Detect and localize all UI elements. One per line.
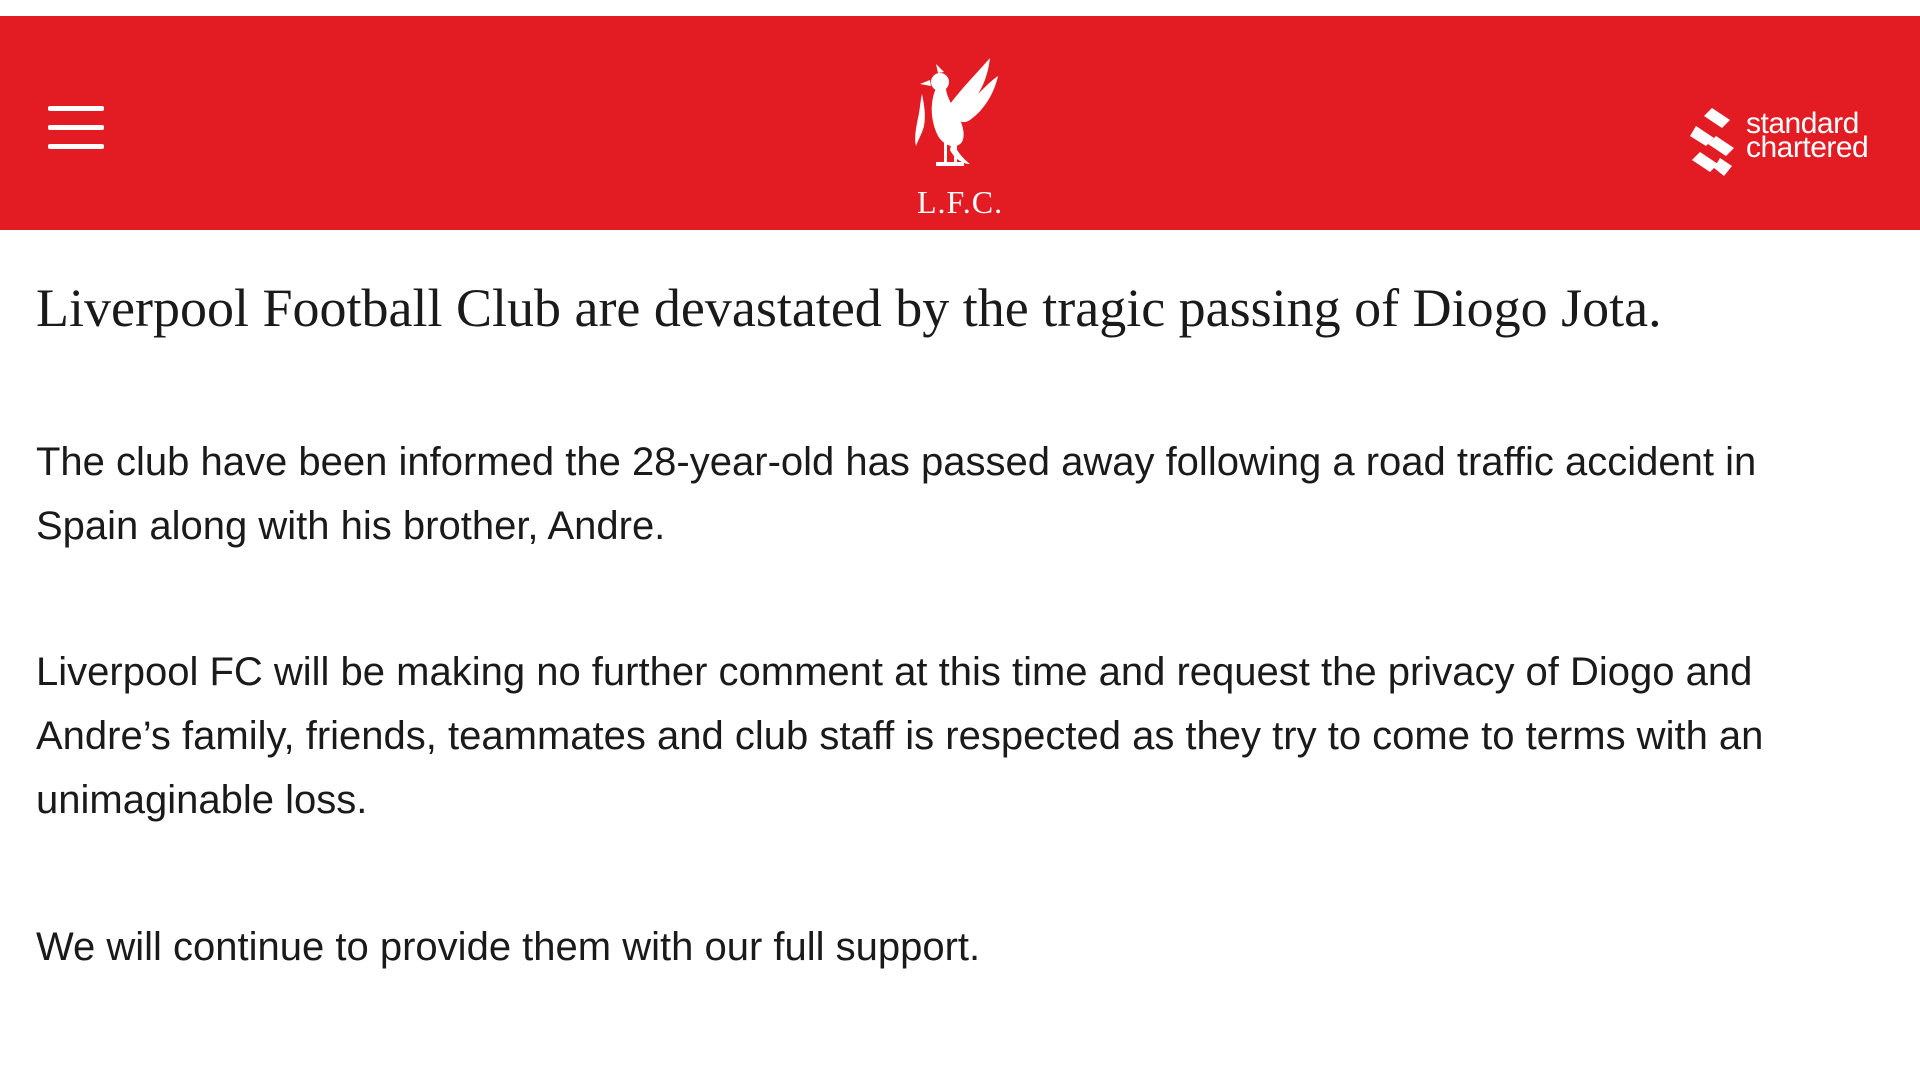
article-paragraph-1: The club have been informed the 28-year-old has passed away following a road traffic accident in Spain along with his brother, Andre. <box>36 440 1757 548</box>
article-paragraph-2: Liverpool FC will be making no further comment at this time and request the privacy of Diogo and Andre’s family, friends, teammates and club staff is respected as they try to come to terms with an unimaginable loss. <box>36 650 1764 822</box>
logo-text: L.F.C. <box>916 184 1004 220</box>
article-paragraph-3: We will continue to provide them with our full support. <box>36 925 981 969</box>
article-headline: Liverpool Football Club are devastated by the tragic passing of Diogo Jota. <box>36 278 1662 338</box>
sponsor-logo[interactable] <box>1686 102 1886 182</box>
sponsor-text-line1: standard <box>1746 107 1859 140</box>
liver-bird-icon <box>900 54 1020 184</box>
site-header <box>0 16 1920 230</box>
standard-chartered-icon <box>1686 106 1738 180</box>
sponsor-text <box>1746 107 1869 164</box>
hamburger-menu-button[interactable] <box>40 100 110 160</box>
hamburger-menu-icon-bar-middle <box>48 125 104 130</box>
lfc-logo[interactable] <box>900 54 1020 229</box>
top-strip <box>0 0 1920 16</box>
hamburger-menu-icon-bar-top <box>48 106 104 111</box>
article-content <box>36 270 1866 969</box>
hamburger-menu-icon-bar-bottom <box>48 144 104 149</box>
sponsor-text-line2: chartered <box>1746 131 1869 164</box>
